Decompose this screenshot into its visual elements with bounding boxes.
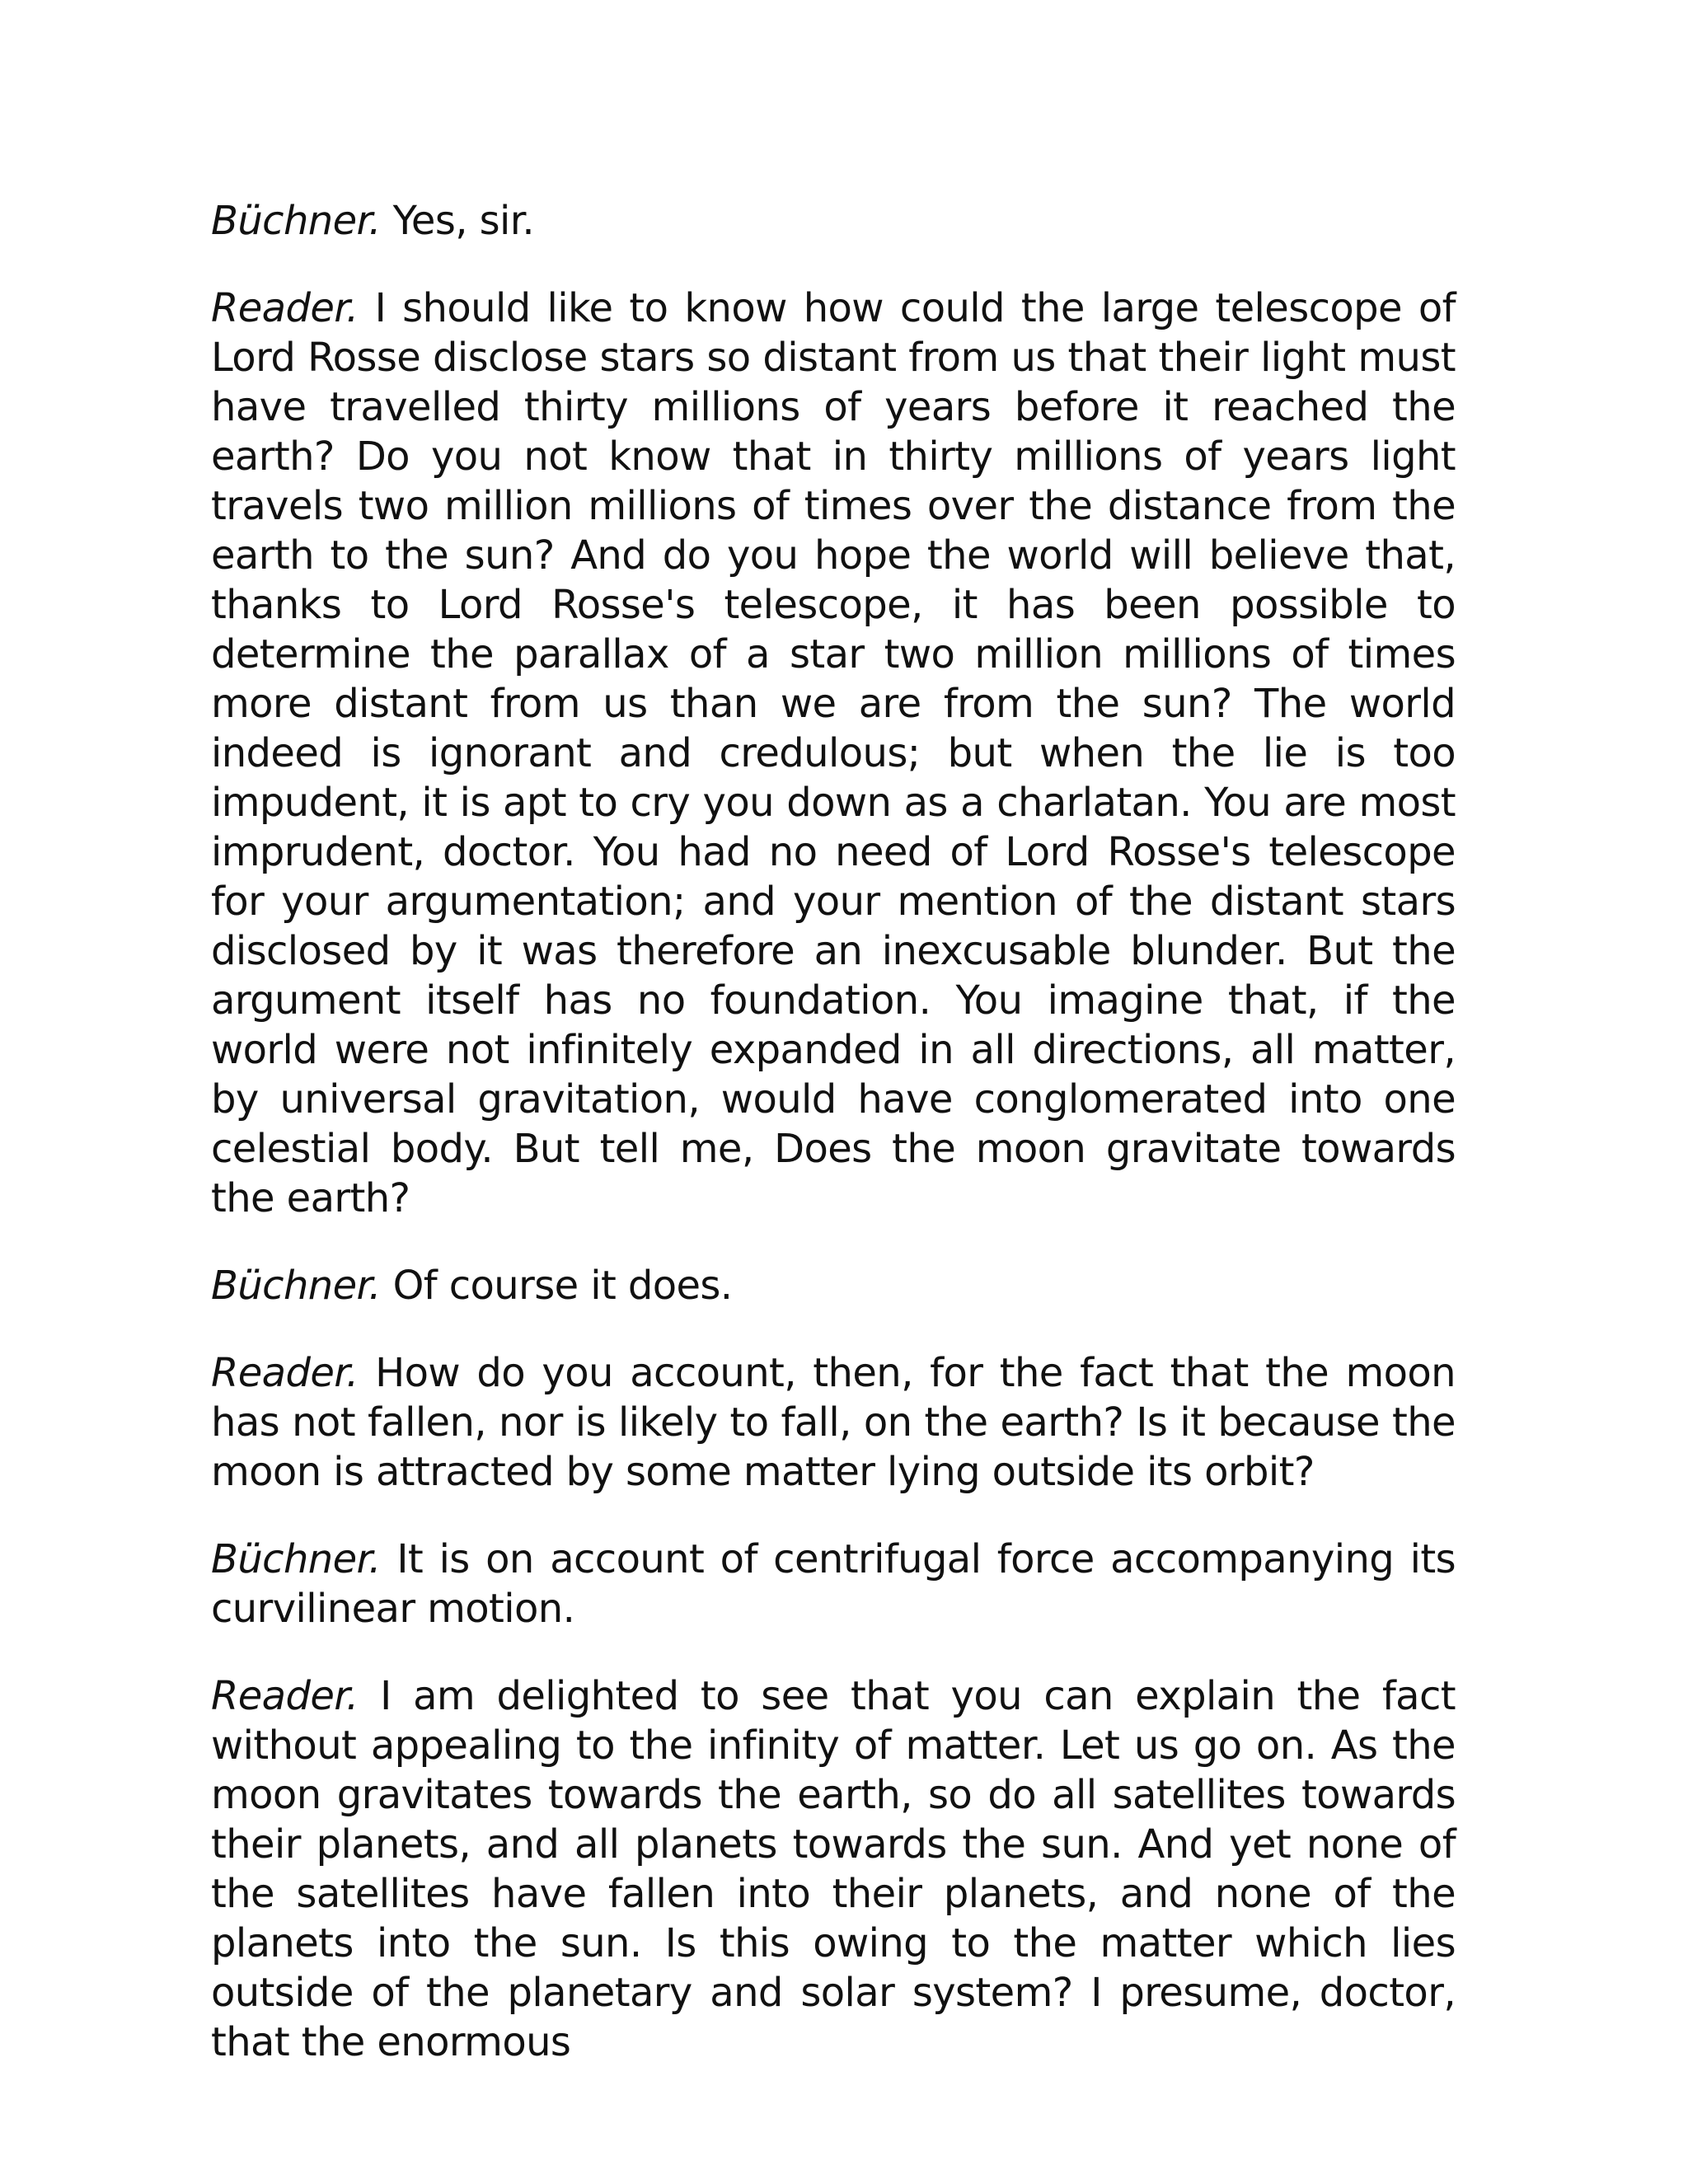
dialogue-text: I am delighted to see that you can explain the fact without appealing to the infinity of matter. Let us go on. As the moon gravitates towards the earth, so do all satellites towards their planets, and all planets towards the sun. And yet none of the satellites have fallen into their planets, and none of the planets into the sun. Is this owing to the matter which lies outside of the planetary and solar system? I presume, doctor, that the enormous [211, 1673, 1456, 2065]
speaker-name: Reader. [211, 285, 359, 331]
dialogue-paragraph [211, 1535, 1456, 1633]
dialogue-paragraph [211, 1348, 1456, 1497]
dialogue-text: How do you account, then, for the fact that the moon has not fallen, nor is likely to fall, on the earth? Is it because the moon is attracted by some matter lying outside its orbit? [211, 1350, 1456, 1495]
dialogue-paragraph [211, 1671, 1456, 2067]
speaker-name: Reader. [211, 1673, 359, 1719]
dialogue-paragraph [211, 196, 1456, 246]
dialogue-paragraph [211, 284, 1456, 1223]
dialogue-text: It is on account of centrifugal force accompanying its curvilinear motion. [211, 1536, 1456, 1632]
speaker-name: Büchner. [211, 1536, 381, 1582]
speaker-name: Reader. [211, 1350, 359, 1396]
document-page [211, 196, 1456, 2105]
speaker-name: Büchner. [211, 198, 381, 244]
dialogue-paragraph [211, 1261, 1456, 1310]
speaker-name: Büchner. [211, 1263, 381, 1309]
dialogue-text: Of course it does. [380, 1263, 733, 1309]
dialogue-text: Yes, sir. [380, 198, 535, 244]
dialogue-text: I should like to know how could the large telescope of Lord Rosse disclose stars so distant from us that their light must have travelled thirty millions of years before it reached the earth? Do you not know that in thirty millions of years light travels two million millions of times over the distance from the earth to the sun? And do you hope the world will believe that, thanks to Lord Rosse's telescope, it has been possible to determine the parallax of a star two million millions of times more distant from us than we are from the sun? The world indeed is ignorant and credulous; but when the lie is too impudent, it is apt to cry you down as a charlatan. You are most imprudent, doctor. You had no need of Lord Rosse's telescope for your argumentation; and your mention of the distant stars disclosed by it was therefore an inexcusable blunder. But the argument itself has no foundation. You imagine that, if the world were not infinitely expanded in all directions, all matter, by universal gravitation, would have conglomerated into one celestial body. But tell me, Does the moon gravitate towards the earth? [211, 285, 1456, 1221]
